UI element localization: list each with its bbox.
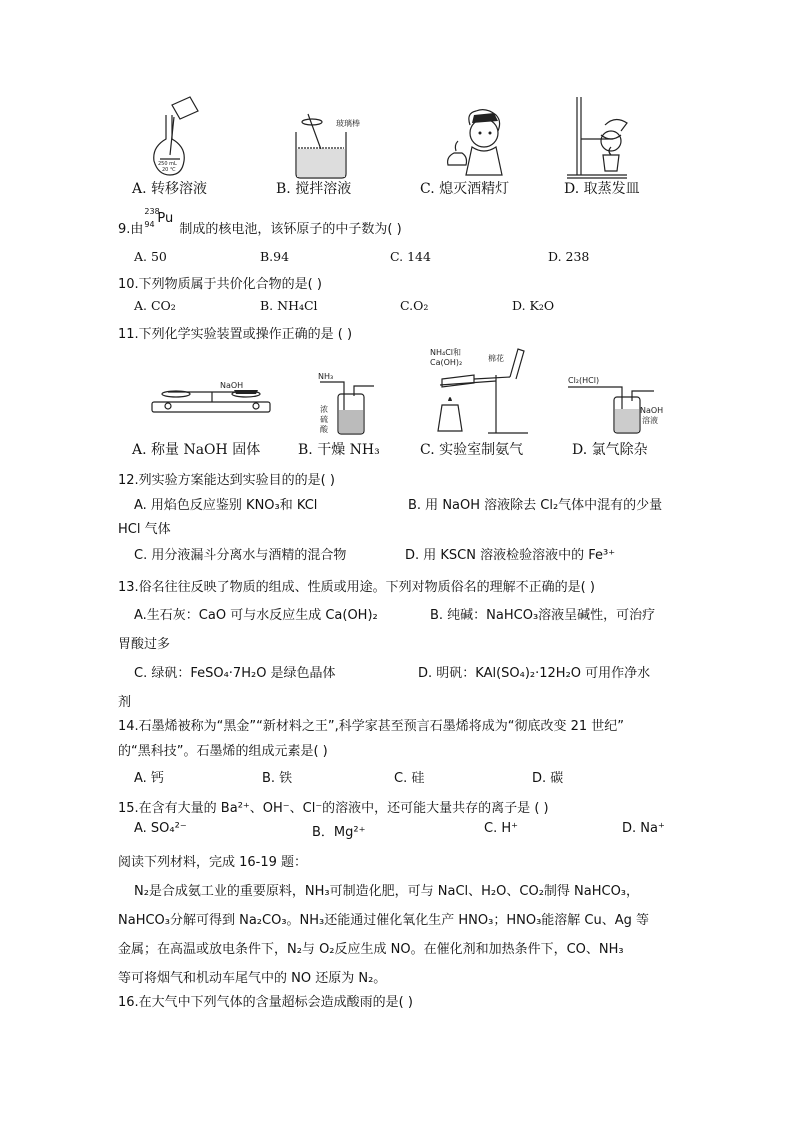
cotton-label: 棉花: [488, 354, 504, 363]
pu-symbol: Pu: [157, 211, 174, 226]
q12-option-a: A. 用焰色反应鉴别 KNO₃和 KCl: [134, 498, 318, 513]
reading-paragraph-line2: NaHCO₃分解可得到 Na₂CO₃。NH₃还能通过催化氧化生产 HNO₃；HNO₃能溶解 Cu、Ag 等: [118, 913, 650, 928]
question-13-stem: 13.俗名往往反映了物质的组成、性质或用途。下列对物质俗名的理解不正确的是( ): [118, 580, 595, 595]
question-10-stem: 10.下列物质属于共价化合物的是( ): [118, 277, 322, 292]
reagent-label-2: Ca(OH)₂: [430, 358, 463, 367]
q9-suffix: 制成的核电池，该钚原子的中子数为( ): [179, 222, 402, 237]
question-15-stem: 15.在含有大量的 Ba²⁺、OH⁻、Cl⁻的溶液中，还可能大量共存的离子是 ( ): [118, 801, 549, 816]
q13-option-c: C. 绿矾：FeSO₄·7H₂O 是绿色晶体: [134, 666, 336, 681]
acid-label-3: 酸: [320, 425, 328, 434]
pu-isotope-symbol: [143, 207, 179, 236]
q14-option-c: C. 硅: [394, 771, 425, 786]
ammonia-prep-figure: [428, 345, 540, 437]
fig8-option-b: B. 搅拌溶液: [276, 181, 352, 197]
fig8-option-c: C. 熄灭酒精灯: [420, 181, 510, 197]
flask-label-volume: 250 mL: [158, 161, 177, 167]
q11-option-a: A. 称量 NaOH 固体: [132, 442, 261, 458]
q11-option-b: B. 干燥 NH₃: [298, 442, 380, 458]
q10-option-a: A. CO₂: [134, 298, 176, 313]
q15-option-b: B．Mg²⁺: [312, 825, 366, 840]
q12-option-c: C. 用分液漏斗分离水与酒精的混合物: [134, 548, 347, 563]
extinguish-lamp-figure: [440, 105, 515, 180]
gas-drying-bottle-figure: [314, 372, 384, 436]
q15-option-a: A. SO₄²⁻: [134, 821, 187, 836]
q15-option-d: D. Na⁺: [622, 821, 665, 836]
q11-option-d: D. 氯气除杂: [572, 442, 648, 458]
balance-figure: [148, 378, 278, 416]
flask-label-temp: 20 ℃: [162, 167, 176, 173]
reagent-label-1: NH₄Cl和: [430, 348, 462, 357]
naoh-sol-label-1: NaOH: [640, 406, 664, 415]
question-12-stem: 12.列实验方案能达到实验目的的是( ): [118, 473, 335, 488]
q10-option-c: C.O₂: [400, 298, 429, 313]
q9-option-b: B.94: [260, 249, 290, 264]
question-14-stem-line2: 的“黑科技”。石墨烯的组成元素是( ): [118, 744, 328, 759]
q13-option-b-continued: 胃酸过多: [118, 637, 171, 652]
question-11-stem: 11.下列化学实验装置或操作正确的是 ( ): [118, 327, 353, 342]
q9-option-d: D. 238: [548, 249, 590, 264]
fig8-option-a: A. 转移溶液: [132, 181, 208, 197]
q15-option-c: C. H⁺: [484, 821, 518, 836]
q12-option-b-continued: HCl 气体: [118, 522, 171, 537]
pu-mass-number: 238: [144, 207, 160, 216]
reading-paragraph-line4: 等可将烟气和机动车尾气中的 NO 还原为 N₂。: [118, 971, 387, 986]
evaporating-dish-figure: [565, 95, 635, 180]
reading-paragraph-line3: 金属；在高温或放电条件下，N₂与 O₂反应生成 NO。在催化剂和加热条件下，CO、NH₃: [118, 942, 624, 957]
q14-option-d: D. 碳: [532, 771, 564, 786]
q13-option-d: D. 明矾：KAl(SO₄)₂·12H₂O 可用作净水: [418, 666, 651, 681]
chlorine-washing-bottle-figure: [566, 375, 666, 435]
q13-option-a: A.生石灰：CaO 可与水反应生成 Ca(OH)₂: [134, 608, 378, 623]
pu-atomic-number: 94: [144, 220, 155, 229]
q14-option-b: B. 铁: [262, 771, 293, 786]
q12-option-b: B. 用 NaOH 溶液除去 Cl₂气体中混有的少量: [408, 498, 663, 513]
q14-option-a: A. 钙: [134, 771, 164, 786]
nh3-gas-label: NH₃: [318, 372, 334, 381]
naoh-sol-label-2: 溶液: [642, 416, 658, 425]
q11-option-c: C. 实验室制氨气: [420, 442, 524, 458]
stirring-beaker-figure: [290, 112, 370, 180]
q10-option-d: D. K₂O: [512, 298, 555, 313]
q13-option-b: B. 纯碱：NaHCO₃溶液呈碱性，可治疗: [430, 608, 656, 623]
reading-intro: 阅读下列材料，完成 16-19 题：: [118, 855, 308, 870]
q12-option-d: D. 用 KSCN 溶液检验溶液中的 Fe³⁺: [405, 548, 616, 563]
cl2-gas-label: Cl₂(HCl): [568, 376, 600, 385]
naoh-label: NaOH: [220, 381, 244, 390]
reading-paragraph-line1: N₂是合成氨工业的重要原料，NH₃可制造化肥，可与 NaCl、H₂O、CO₂制得 NaHCO₃，: [134, 884, 640, 899]
acid-label-1: 浓: [320, 405, 328, 414]
q13-option-d-continued: 剂: [118, 695, 132, 710]
flask-transfer-figure: [150, 95, 210, 180]
question-14-stem-line1: 14.石墨烯被称为“黑金”“新材料之王”,科学家甚至预言石墨烯将成为“彻底改变 21 世纪”: [118, 719, 625, 734]
q9-option-c: C. 144: [390, 249, 431, 264]
glass-rod-label: 玻璃棒: [336, 119, 360, 128]
acid-label-2: 硫: [320, 415, 328, 424]
fig8-option-d: D. 取蒸发皿: [564, 181, 640, 197]
q10-option-b: B. NH₄Cl: [260, 298, 318, 313]
q9-prefix: 9.由: [118, 222, 144, 237]
question-16-stem: 16.在大气中下列气体的含量超标会造成酸雨的是( ): [118, 995, 413, 1010]
question-9-stem: [118, 207, 402, 237]
q9-option-a: A. 50: [134, 249, 167, 264]
